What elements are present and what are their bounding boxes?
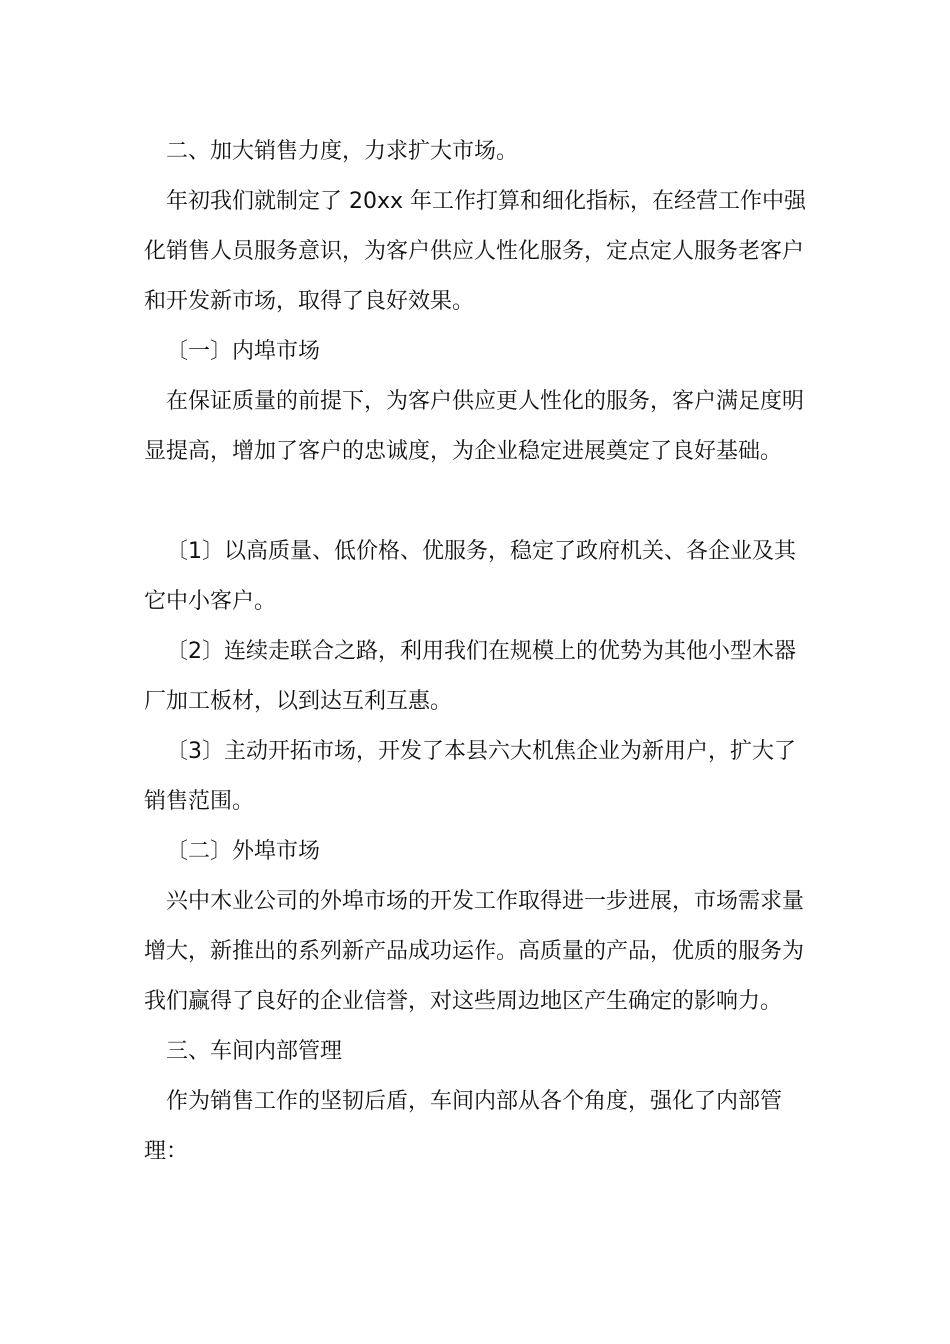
paragraph-external-market: 兴中木业公司的外埠市场的开发工作取得进一步进展，市场需求量增大，新推出的系列新产品成功运作。高质量的产品，优质的服务为我们赢得了良好的企业信誉，对这些周边地区产生确定的影响力。 <box>144 889 805 1014</box>
section-heading-sales: 二、加大销售力度，力求扩大市场。 <box>166 139 519 164</box>
list-item-2: 〔2〕连续走联合之路，利用我们在规模上的优势为其他小型木器厂加工板材，以到达互利互惠。 <box>144 639 796 714</box>
subheading-external-market: 〔二〕外埠市场 <box>166 839 321 864</box>
blank-line <box>144 477 816 527</box>
subheading-domestic-market: 〔一〕内埠市场 <box>166 339 321 364</box>
list-item-3: 〔3〕主动开拓市场，开发了本县六大机焦企业为新用户，扩大了销售范围。 <box>144 739 796 814</box>
section-heading-workshop: 三、车间内部管理 <box>166 1039 343 1064</box>
paragraph-workshop: 作为销售工作的坚韧后盾，车间内部从各个角度，强化了内部管理： <box>144 1089 783 1164</box>
list-item-1: 〔1〕以高质量、低价格、优服务，稳定了政府机关、各企业及其它中小客户。 <box>144 539 796 614</box>
paragraph-domestic-market: 在保证质量的前提下，为客户供应更人性化的服务，客户满足度明显提高，增加了客户的忠诚度，为企业稳定进展奠定了良好基础。 <box>144 389 805 464</box>
document-body <box>144 127 816 1177</box>
paragraph-annual-plan: 年初我们就制定了 20xx 年工作打算和细化指标，在经营工作中强化销售人员服务意识，为客户供应人性化服务，定点定人服务老客户和开发新市场，取得了良好效果。 <box>144 189 807 314</box>
